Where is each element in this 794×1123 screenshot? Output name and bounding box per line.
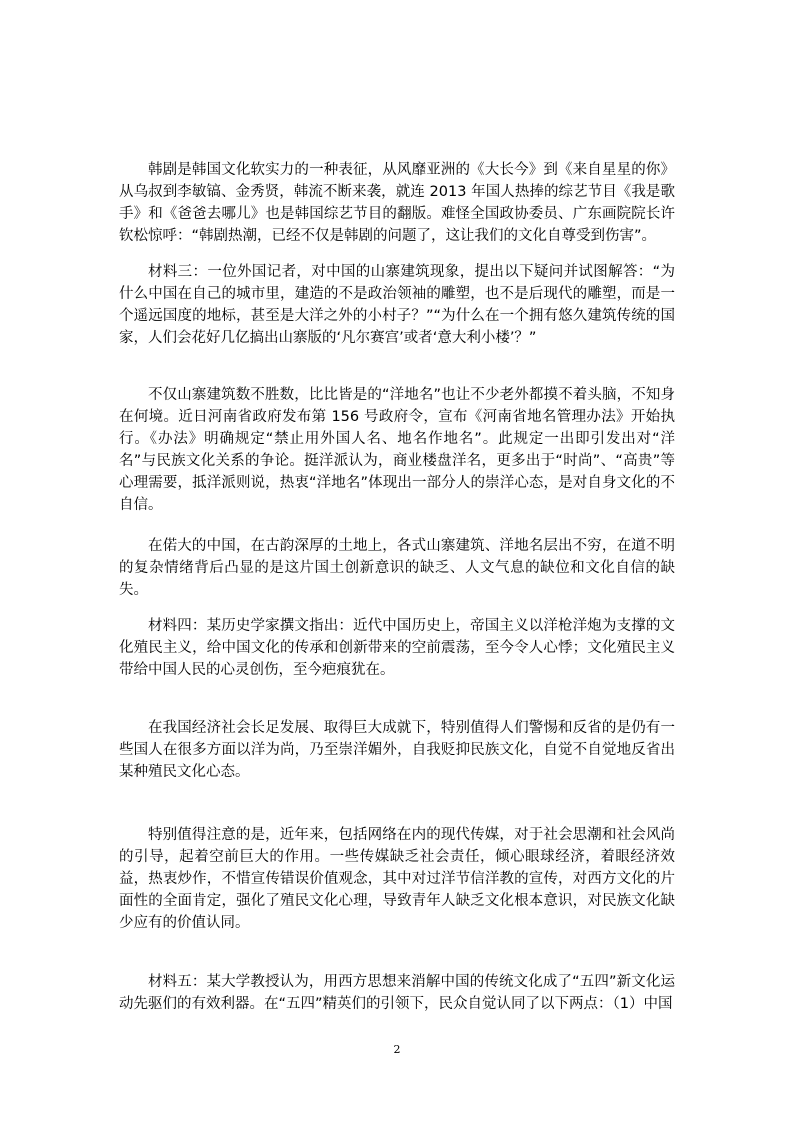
paragraph-cultural-confidence: 在偌大的中国，在古韵深厚的土地上，各式山寨建筑、洋地名层出不穷，在道不明的复杂情绪背后凸显的是这片国土创新意识的缺乏、人文气息的缺位和文化自信的缺失。: [119, 538, 675, 598]
paragraph-foreign-place-names: 不仅山寨建筑数不胜数，比比皆是的“洋地名”也让不少老外都摸不着头脑，不知身在何境。近日河南省政府发布第 156 号政府令，宣布《河南省地名管理办法》开始执行。《办法》明确规定“禁止用外国人名、地名作地名”。此规定一出即引发出对“洋名”与民族文化关系的争论。挺洋派认为，商业楼盘洋名，更多出于“时尚”、“高贵”等心理需要，抵洋派则说，热衷“洋地名”体现出一部分人的崇洋心态，是对自身文化的不自信。: [119, 387, 675, 513]
paragraph-modern-media: 特别值得注意的是，近年来，包括网络在内的现代传媒，对于社会思潮和社会风尚的引导，起着空前巨大的作用。一些传媒缺乏社会责任，倾心眼球经济，着眼经济效益，热衷炒作，不惜宣传错误价值观念，其中对过洋节信洋教的宣传，对西方文化的片面性的全面肯定，强化了殖民文化心理，导致青年人缺乏文化根本意识，对民族文化缺少应有的价值认同。: [119, 827, 675, 931]
page-number: 2: [393, 1043, 401, 1056]
paragraph-material-five: 材料五：某大学教授认为，用西方思想来消解中国的传统文化成了“五四”新文化运动先驱们的有效利器。在“五四”精英们的引领下，民众自觉认同了以下两点：（1）中国: [119, 974, 675, 1012]
paragraph-colonial-mentality: 在我国经济社会长足发展、取得巨大成就下，特别值得人们警惕和反省的是仍有一些国人在很多方面以洋为尚，乃至崇洋媚外，自我贬抑民族文化，自觉不自觉地反省出某种殖民文化心态。: [119, 720, 675, 780]
paragraph-material-three: 材料三：一位外国记者，对中国的山寨建筑现象，提出以下疑问并试图解答：“为什么中国在自己的城市里，建造的不是政治领袖的雕塑，也不是后现代的雕塑，而是一个遥远国度的地标，甚至是大洋之外的小村子？”“为什么在一个拥有悠久建筑传统的国家，人们会花好几亿搞出山寨版的‘凡尔赛宫’或者‘意大利小楼’？”: [119, 264, 675, 346]
paragraph-material-four: 材料四：某历史学家撰文指出：近代中国历史上，帝国主义以洋枪洋炮为支撑的文化殖民主义，给中国文化的传承和创新带来的空前震荡，至今令人心悸；文化殖民主义带给中国人民的心灵创伤，至今疤痕犹在。: [119, 618, 675, 678]
paragraph-korean-wave: 韩剧是韩国文化软实力的一种表征，从风靡亚洲的《大长今》到《来自星星的你》从乌叔到李敏镐、金秀贤，韩流不断来袭，就连 2013 年国人热捧的综艺节目《我是歌手》和《爸爸去哪儿》也是韩国综艺节目的翻版。难怪全国政协委员、广东画院院长许钦松惊呼：“韩剧热潮，已经不仅是韩剧的问题了，这让我们的文化自尊受到伤害”。: [119, 162, 675, 244]
